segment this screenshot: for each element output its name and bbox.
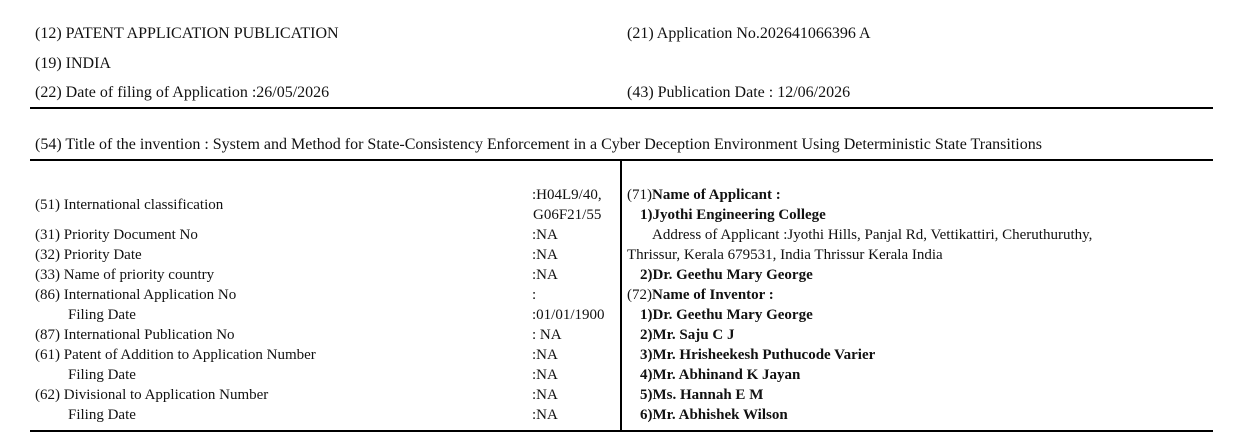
- inventor-name: 2)Mr. Saju C J: [640, 327, 735, 343]
- field-label-priority-country: (33) Name of priority country: [35, 267, 215, 283]
- invention-title: (54) Title of the invention : System and Method for State-Consistency Enforcement in a Cyber Deception Environment Using Deterministic State Transitions: [35, 136, 1042, 153]
- header-divider: [30, 107, 1213, 109]
- field-value-international-publication: : NA: [532, 327, 562, 343]
- country: (19) INDIA: [35, 55, 111, 72]
- inventor-name: 1)Dr. Geethu Mary George: [640, 307, 813, 323]
- field-value-international-classification-1: :H04L9/40,: [532, 187, 602, 203]
- publication-type: (12) PATENT APPLICATION PUBLICATION: [35, 25, 339, 42]
- publication-date: (43) Publication Date : 12/06/2026: [627, 84, 851, 101]
- field-value-priority-date: :NA: [532, 247, 558, 263]
- field-value-priority-document: :NA: [532, 227, 558, 243]
- field-label-priority-document: (31) Priority Document No: [35, 227, 198, 243]
- inventor-code: (72): [627, 287, 652, 303]
- field-label-filing-date-62: Filing Date: [68, 407, 136, 423]
- applicant-name-2: 2)Dr. Geethu Mary George: [640, 267, 813, 283]
- application-number: (21) Application No.202641066396 A: [627, 25, 871, 42]
- field-value-international-application: :: [532, 287, 537, 303]
- column-divider: [620, 160, 622, 431]
- applicant-heading-text: Name of Applicant :: [652, 187, 781, 203]
- field-value-priority-country: :NA: [532, 267, 558, 283]
- inventor-heading-text: Name of Inventor :: [652, 287, 774, 303]
- applicant-name-1: 1)Jyothi Engineering College: [640, 207, 826, 223]
- field-label-filing-date-86: Filing Date: [68, 307, 136, 323]
- field-value-filing-date-86: :01/01/1900: [532, 307, 605, 323]
- inventor-name: 4)Mr. Abhinand K Jayan: [640, 367, 801, 383]
- inventor-name: 3)Mr. Hrisheekesh Puthucode Varier: [640, 347, 876, 363]
- field-label-divisional: (62) Divisional to Application Number: [35, 387, 269, 403]
- field-label-international-publication: (87) International Publication No: [35, 327, 235, 343]
- applicant-address-line-1: Address of Applicant :Jyothi Hills, Panjal Rd, Vettikattiri, Cheruthuruthy,: [652, 227, 1093, 243]
- inventor-name: 5)Ms. Hannah E M: [640, 387, 764, 403]
- field-label-priority-date: (32) Priority Date: [35, 247, 142, 263]
- field-value-filing-date-62: :NA: [532, 407, 558, 423]
- field-value-international-classification-2: G06F21/55: [533, 207, 602, 223]
- field-value-filing-date-61: :NA: [532, 367, 558, 383]
- filing-date: (22) Date of filing of Application :26/05/2026: [35, 84, 330, 101]
- inventor-heading: [627, 285, 774, 305]
- field-label-international-classification: (51) International classification: [35, 197, 224, 213]
- field-value-patent-of-addition: :NA: [532, 347, 558, 363]
- field-label-patent-of-addition: (61) Patent of Addition to Application Number: [35, 347, 316, 363]
- applicant-address-line-2: Thrissur, Kerala 679531, India Thrissur Kerala India: [627, 247, 943, 263]
- applicant-code: (71): [627, 187, 652, 203]
- field-value-divisional: :NA: [532, 387, 558, 403]
- field-label-filing-date-61: Filing Date: [68, 367, 136, 383]
- field-label-international-application: (86) International Application No: [35, 287, 237, 303]
- inventor-name: 6)Mr. Abhishek Wilson: [640, 407, 788, 423]
- bottom-divider: [30, 430, 1213, 432]
- applicant-heading: [627, 185, 781, 205]
